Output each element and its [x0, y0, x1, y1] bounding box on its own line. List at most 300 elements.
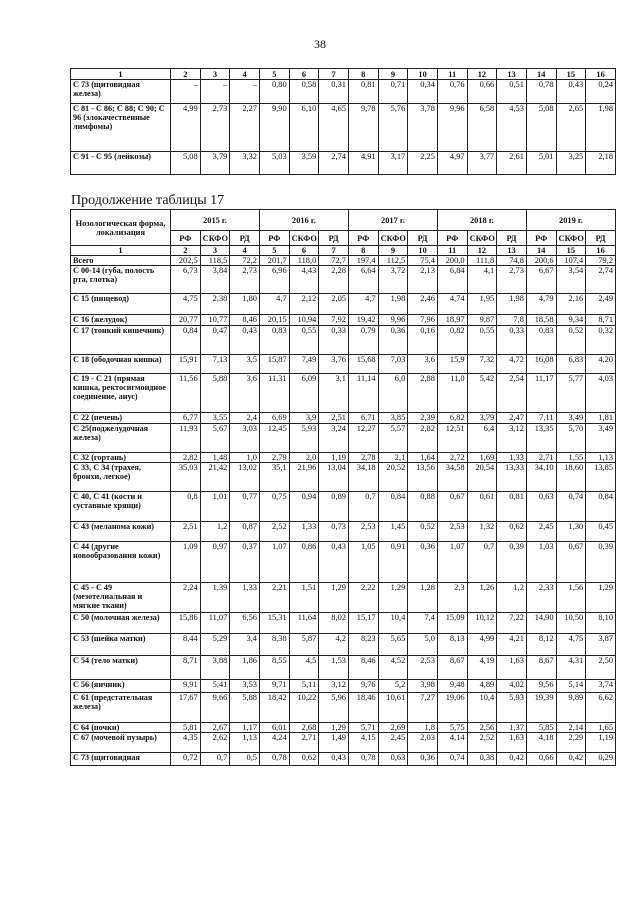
table-cell: 2,61: [497, 152, 527, 175]
column-number: 2: [171, 69, 201, 80]
table-row: [71, 693, 616, 723]
table-cell: 0,81: [497, 492, 527, 522]
table-cell: 0,84: [171, 326, 201, 355]
table-cell: 5,96: [319, 693, 349, 723]
table-cell: 2,13: [408, 266, 438, 294]
table-cell: 9,89: [556, 693, 586, 723]
table-cell: 0,33: [319, 326, 349, 355]
table-cell: 6,01: [259, 723, 289, 733]
table-cell: 3,12: [497, 424, 527, 453]
table-cell: 3,98: [408, 680, 438, 693]
table-cell: 0,76: [437, 80, 467, 104]
table-cell: 1,05: [348, 542, 378, 583]
table-cell: 2,88: [408, 374, 438, 413]
table-cell: 3,6: [408, 355, 438, 374]
table-cell: 2,67: [200, 723, 230, 733]
table-cell: 4,72: [497, 355, 527, 374]
table-cell: 8,10: [586, 613, 616, 634]
table-cell: 5,41: [200, 680, 230, 693]
sub-header: РД: [408, 231, 438, 246]
table-cell: 4,43: [289, 266, 319, 294]
sub-header: РД: [319, 231, 349, 246]
table-row: [71, 613, 616, 634]
table-cell: 2,28: [319, 266, 349, 294]
table-cell: 0,24: [586, 80, 616, 104]
table-cell: 2,73: [497, 266, 527, 294]
table-cell: 8,71: [586, 315, 616, 326]
table-cell: 10,94: [289, 315, 319, 326]
table-cell: 12,27: [348, 424, 378, 453]
table-cell: 5,11: [289, 680, 319, 693]
column-number: 10: [408, 69, 438, 80]
table-cell: 0,73: [319, 522, 349, 542]
table-cell: 1,55: [556, 453, 586, 463]
table-cell: –: [200, 80, 230, 104]
table-cell: 2,39: [408, 413, 438, 424]
table-cell: 2,68: [289, 723, 319, 733]
table-cell: 21,96: [289, 463, 319, 492]
table-cell: 1,29: [319, 723, 349, 733]
column-number: 16: [586, 246, 616, 256]
row-label: С 50 (молочная железа): [71, 613, 171, 634]
table-cell: 3,84: [200, 266, 230, 294]
table-cell: 4,19: [467, 656, 497, 680]
table-cell: 8,46: [230, 315, 260, 326]
table-cell: 4,35: [171, 733, 201, 753]
table-cell: 0,39: [586, 542, 616, 583]
column-number: 14: [526, 246, 556, 256]
table-cell: 2,51: [319, 413, 349, 424]
year-header: 2017 г.: [348, 210, 437, 231]
table-cell: 2,24: [171, 583, 201, 613]
table-cell: 0,82: [437, 326, 467, 355]
table-cell: 2,79: [259, 453, 289, 463]
table-cell: 0,43: [319, 753, 349, 766]
table-cell: 8,44: [171, 634, 201, 656]
table-cell: 1,13: [586, 453, 616, 463]
table-cell: 10,4: [378, 613, 408, 634]
table-row: [71, 315, 616, 326]
table-cell: 4,99: [467, 634, 497, 656]
table-cell: 5,2: [378, 680, 408, 693]
table-cell: 2,27: [230, 104, 260, 152]
table-cell: 2,51: [171, 522, 201, 542]
column-number: 11: [437, 246, 467, 256]
table-cell: 9,76: [348, 680, 378, 693]
table-cell: 0,91: [378, 542, 408, 583]
column-number: 3: [200, 69, 230, 80]
table-cell: 0,55: [289, 326, 319, 355]
table-cell: 1,30: [556, 522, 586, 542]
year-header: 2018 г.: [437, 210, 526, 231]
table-cell: 9,91: [171, 680, 201, 693]
table-cell: 34,10: [526, 463, 556, 492]
table-cell: 2,3: [437, 583, 467, 613]
table-cell: 6,56: [230, 613, 260, 634]
table-row: [71, 355, 616, 374]
table-cell: 74,8: [497, 256, 527, 266]
table-cell: 0,52: [408, 522, 438, 542]
sub-header: РФ: [526, 231, 556, 246]
column-number: 7: [319, 69, 349, 80]
column-number: 10: [408, 246, 438, 256]
row-label: С 32 (гортань): [71, 453, 171, 463]
table-cell: 35,1: [259, 463, 289, 492]
table-cell: 5,85: [526, 723, 556, 733]
table-cell: 4,79: [526, 294, 556, 315]
column-number: 15: [556, 69, 586, 80]
column-number: 6: [289, 69, 319, 80]
table-cell: 2,74: [586, 266, 616, 294]
table-cell: 13,02: [230, 463, 260, 492]
table-cell: 0,31: [319, 80, 349, 104]
table-cell: 6,0: [378, 374, 408, 413]
row-label: С 81 - С 86; С 88; С 90; С 96 (злокачественные лимфомы): [71, 104, 171, 152]
table-cell: 4,7: [259, 294, 289, 315]
table-cell: 2,38: [200, 294, 230, 315]
column-number: 6: [289, 246, 319, 256]
table-cell: 3,59: [289, 152, 319, 175]
table-cell: 3,4: [230, 634, 260, 656]
row-label: С 33, С 34 (трахея, бронхи, легкое): [71, 463, 171, 492]
table-cell: 3,53: [230, 680, 260, 693]
table-cell: 1,09: [171, 542, 201, 583]
table-cell: 3,25: [556, 152, 586, 175]
column-number: 8: [348, 69, 378, 80]
table-cell: 7,27: [408, 693, 438, 723]
table-cell: 0,89: [319, 492, 349, 522]
table-cell: 8,55: [259, 656, 289, 680]
table-cell: 2,03: [408, 733, 438, 753]
table-cell: 2,71: [289, 733, 319, 753]
table-cell: 1,48: [200, 453, 230, 463]
table-cell: 0,39: [497, 542, 527, 583]
column-number: 4: [230, 69, 260, 80]
table-cell: 2,78: [348, 453, 378, 463]
table-cell: 34,18: [348, 463, 378, 492]
table-cell: 0,55: [467, 326, 497, 355]
name-column-header: Нозологическая форма, локализация: [71, 210, 171, 246]
table-cell: 0,52: [556, 326, 586, 355]
table-cell: 8,46: [348, 656, 378, 680]
table-cell: 0,66: [467, 80, 497, 104]
table-cell: 0,66: [526, 753, 556, 766]
table-cell: 1,28: [408, 583, 438, 613]
table-cell: 11,0: [437, 374, 467, 413]
table-cell: 0,84: [378, 492, 408, 522]
table-cell: 0,80: [259, 80, 289, 104]
sub-header: СКФО: [200, 231, 230, 246]
table-cell: 9,96: [437, 104, 467, 152]
table-cell: 7,96: [408, 315, 438, 326]
table-cell: 6,69: [259, 413, 289, 424]
column-number: 12: [467, 69, 497, 80]
table-cell: 10,77: [200, 315, 230, 326]
row-label: С 19 - С 21 (прямая кишка, ректосигмоидное соединение, анус): [71, 374, 171, 413]
table-cell: 4,91: [348, 152, 378, 175]
table-cell: 5,93: [497, 693, 527, 723]
row-label: С 15 (пищевод): [71, 294, 171, 315]
table-cell: 4,5: [289, 656, 319, 680]
table-cell: 5,14: [556, 680, 586, 693]
table-cell: 6,83: [556, 355, 586, 374]
row-label: С 73 (щитовидная: [71, 753, 171, 766]
table-cell: 1,29: [319, 583, 349, 613]
table-cell: 34,58: [437, 463, 467, 492]
table-cell: 10,61: [378, 693, 408, 723]
table-cell: 2,22: [348, 583, 378, 613]
table-cell: 2,18: [586, 152, 616, 175]
table-cell: 5,93: [289, 424, 319, 453]
table-cell: 4,97: [437, 152, 467, 175]
row-label: С 73 (щитовидная железа): [71, 80, 171, 104]
column-number: 1: [71, 246, 171, 256]
table-cell: 1,98: [497, 294, 527, 315]
sub-header: РФ: [437, 231, 467, 246]
table-cell: 3,87: [586, 634, 616, 656]
year-header: 2016 г.: [259, 210, 348, 231]
column-number: 8: [348, 246, 378, 256]
row-label: Всего: [71, 256, 171, 266]
table-cell: 5,71: [348, 723, 378, 733]
table-cell: 9,71: [259, 680, 289, 693]
table-cell: 4,74: [437, 294, 467, 315]
table-cell: 1,64: [408, 453, 438, 463]
table-cell: 5,67: [200, 424, 230, 453]
table-cell: 2,65: [556, 104, 586, 152]
table-cell: 0,43: [319, 542, 349, 583]
table-cell: 2,52: [467, 733, 497, 753]
table-cell: 2,16: [556, 294, 586, 315]
table-cell: 12,45: [259, 424, 289, 453]
table-cell: 0,62: [289, 753, 319, 766]
table-cell: –: [230, 80, 260, 104]
table-cell: 5,88: [200, 374, 230, 413]
table-cell: 5,03: [259, 152, 289, 175]
table-row: [71, 542, 616, 583]
table-cell: 0,83: [259, 326, 289, 355]
table-cell: 0,7: [200, 753, 230, 766]
column-number: 16: [586, 69, 616, 80]
sub-header: РФ: [259, 231, 289, 246]
table-cell: 10,12: [467, 613, 497, 634]
table-cell: 0,5: [230, 753, 260, 766]
table-cell: 2,1: [378, 453, 408, 463]
table-row: [71, 374, 616, 413]
table-cell: 9,90: [259, 104, 289, 152]
table-cell: 0,78: [348, 753, 378, 766]
table-cell: 3,1: [319, 374, 349, 413]
table-cell: 2,50: [586, 656, 616, 680]
column-number: 5: [259, 69, 289, 80]
table-cell: 3,72: [378, 266, 408, 294]
table-cell: 1,63: [497, 656, 527, 680]
table-cell: 1,56: [556, 583, 586, 613]
table-cell: 1,81: [586, 413, 616, 424]
table-cell: 3,12: [319, 680, 349, 693]
table-cell: 19,39: [526, 693, 556, 723]
sub-header: РФ: [171, 231, 201, 246]
column-number: 3: [200, 246, 230, 256]
table-cell: 7,13: [200, 355, 230, 374]
table-cell: 6,4: [467, 424, 497, 453]
table-cell: 6,71: [348, 413, 378, 424]
table-cell: 7,22: [497, 613, 527, 634]
column-number: 14: [526, 69, 556, 80]
table-cell: 2,62: [200, 733, 230, 753]
column-number: 15: [556, 246, 586, 256]
table-cell: 6,09: [289, 374, 319, 413]
table-cell: 4,75: [556, 634, 586, 656]
table-cell: 3,6: [230, 374, 260, 413]
table-cell: 8,67: [437, 656, 467, 680]
table-cell: 2,46: [408, 294, 438, 315]
table-cell: 2,45: [378, 733, 408, 753]
table-cell: 0,74: [556, 492, 586, 522]
table-cell: 1,29: [586, 583, 616, 613]
table-cell: 0,42: [556, 753, 586, 766]
table-cell: 3,49: [556, 413, 586, 424]
table-cell: 5,42: [467, 374, 497, 413]
table-cell: 4,89: [467, 680, 497, 693]
table-cell: 9,87: [467, 315, 497, 326]
row-label: С 91 - С 95 (лейкозы): [71, 152, 171, 175]
table-cell: 3,24: [319, 424, 349, 453]
table-cell: 9,34: [556, 315, 586, 326]
sub-header: РФ: [348, 231, 378, 246]
table-cell: 0,86: [289, 542, 319, 583]
table-cell: 1,39: [200, 583, 230, 613]
table-cell: 13,35: [526, 424, 556, 453]
main-table: [70, 209, 616, 766]
table-cell: 8,38: [259, 634, 289, 656]
table-cell: 6,77: [171, 413, 201, 424]
table-cell: 0,78: [259, 753, 289, 766]
sub-header: РД: [586, 231, 616, 246]
table-cell: 7,4: [408, 613, 438, 634]
row-label: С 64 (почки): [71, 723, 171, 733]
table-cell: 7,32: [467, 355, 497, 374]
table-cell: 3,9: [289, 413, 319, 424]
table-row: [71, 492, 616, 522]
table-cell: 0,62: [497, 522, 527, 542]
continuation-title: Продолжение таблицы 17: [71, 193, 225, 208]
table-cell: 7,49: [289, 355, 319, 374]
table-row: [71, 152, 616, 175]
table-cell: 0,61: [467, 492, 497, 522]
table-cell: 0,7: [348, 492, 378, 522]
table-cell: 1,33: [230, 583, 260, 613]
column-number: 13: [497, 69, 527, 80]
table-cell: 5,70: [556, 424, 586, 453]
table-cell: 2,74: [319, 152, 349, 175]
table-cell: 0,36: [408, 542, 438, 583]
table-cell: 72,7: [319, 256, 349, 266]
table-cell: 4,20: [586, 355, 616, 374]
table-cell: 118,0: [289, 256, 319, 266]
table-cell: 1,19: [586, 733, 616, 753]
table-cell: 8,23: [348, 634, 378, 656]
table-cell: 79,2: [586, 256, 616, 266]
table-cell: 15,86: [171, 613, 201, 634]
table-cell: 1,2: [497, 583, 527, 613]
row-label: С 44 (другие новообразования кожи): [71, 542, 171, 583]
table-cell: 1,2: [200, 522, 230, 542]
table-cell: 112,5: [378, 256, 408, 266]
table-cell: 1,17: [230, 723, 260, 733]
table-row: [71, 463, 616, 492]
table-cell: 0,36: [378, 326, 408, 355]
table-row: [71, 680, 616, 693]
table-cell: 18,58: [526, 315, 556, 326]
table-cell: 5,81: [171, 723, 201, 733]
table-cell: 2,54: [497, 374, 527, 413]
table-cell: 0,94: [289, 492, 319, 522]
row-label: С 00-14 (губа, полость рта, глотка): [71, 266, 171, 294]
table-cell: 4,15: [348, 733, 378, 753]
table-row: [71, 656, 616, 680]
table-cell: 15,68: [348, 355, 378, 374]
table-row: [71, 80, 616, 104]
table-cell: 118,5: [200, 256, 230, 266]
table-cell: 5,88: [230, 693, 260, 723]
table-cell: 1,07: [437, 542, 467, 583]
table-cell: 1,19: [319, 453, 349, 463]
column-number: 12: [467, 246, 497, 256]
table-cell: 3,49: [586, 424, 616, 453]
table-cell: 2,82: [171, 453, 201, 463]
table-cell: 5,76: [378, 104, 408, 152]
table-cell: 20,54: [467, 463, 497, 492]
table-row: [71, 522, 616, 542]
table-cell: 0,74: [437, 753, 467, 766]
table-cell: 1,0: [230, 453, 260, 463]
table-cell: 1,45: [378, 522, 408, 542]
table-cell: 5,75: [437, 723, 467, 733]
table-cell: 9,66: [200, 693, 230, 723]
table-row: [71, 266, 616, 294]
table-cell: 3,17: [378, 152, 408, 175]
table-cell: 2,73: [230, 266, 260, 294]
table-cell: 0,37: [230, 542, 260, 583]
table-cell: 2,4: [230, 413, 260, 424]
row-label: С 18 (ободочная кишка): [71, 355, 171, 374]
table-cell: 4,1: [467, 266, 497, 294]
table-cell: 7,03: [378, 355, 408, 374]
table-cell: 2,21: [259, 583, 289, 613]
table-cell: 8,13: [437, 634, 467, 656]
table-cell: 2,25: [408, 152, 438, 175]
table-cell: 19,42: [348, 315, 378, 326]
table-cell: 0,42: [497, 753, 527, 766]
column-number: 2: [171, 246, 201, 256]
table-cell: 11,31: [259, 374, 289, 413]
row-label: С 43 (меланома кожи): [71, 522, 171, 542]
table-row: [71, 753, 616, 766]
table-cell: 5,87: [289, 634, 319, 656]
row-label: С 54 (тело матки): [71, 656, 171, 680]
table-cell: 18,46: [348, 693, 378, 723]
table-cell: 20,52: [378, 463, 408, 492]
column-number: 9: [378, 69, 408, 80]
table-cell: 18,97: [437, 315, 467, 326]
row-label: С 53 (шейка матки): [71, 634, 171, 656]
table-cell: 1,53: [319, 656, 349, 680]
table-row: [71, 413, 616, 424]
year-header: 2019 г.: [526, 210, 615, 231]
table-cell: 1,26: [467, 583, 497, 613]
table-cell: 12,51: [437, 424, 467, 453]
